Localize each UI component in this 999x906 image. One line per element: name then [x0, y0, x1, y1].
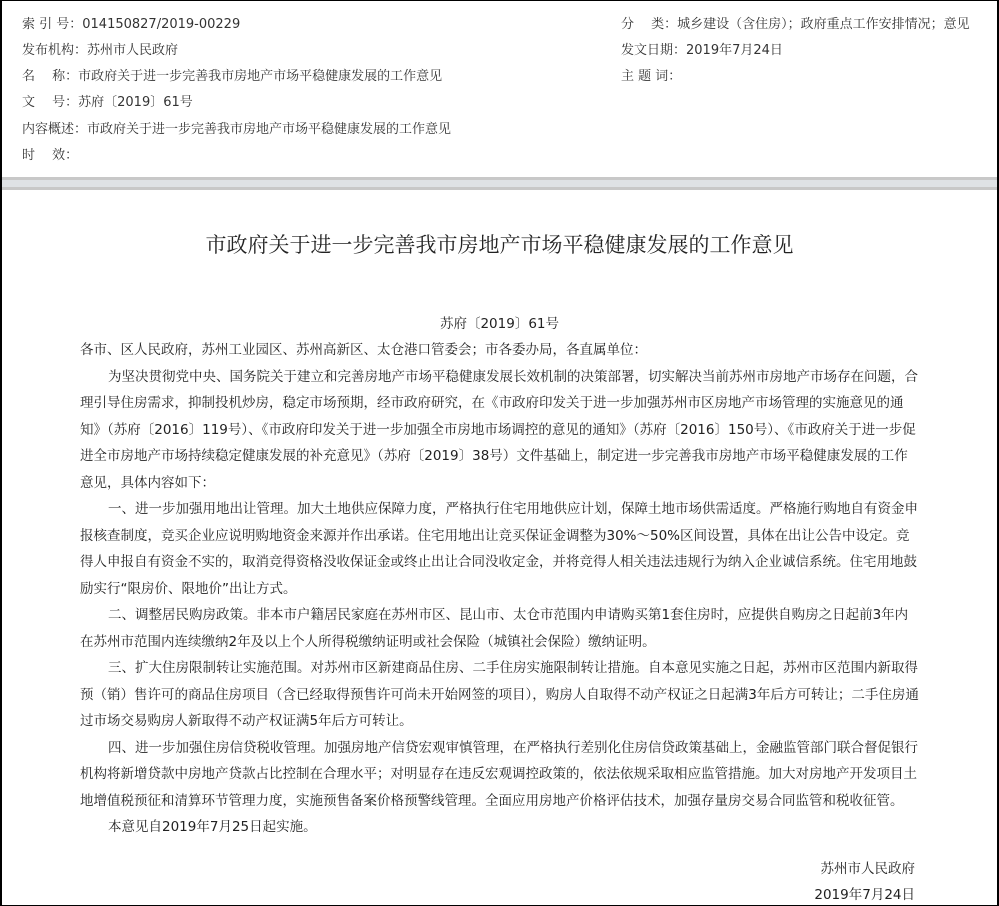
document-body	[80, 337, 920, 841]
meta-label: 时 效：	[22, 148, 79, 163]
meta-issuer	[22, 43, 178, 59]
meta-label: 名 称：	[22, 69, 79, 84]
meta-label: 内容概述：	[22, 122, 88, 137]
paragraph-section-1: 一、进一步加强用地出让管理。加大土地供应保障力度，严格执行住宅用地供应计划，保障土地市场供需适度。严格施行购地自有资金申报核查制度，竞买企业应说明购地资金来源并作出承诺。住宅用地出让竞买保证金调整为30%～50%区间设置，具体在出让公告中设定。竞得人申报自有资金不实的，取消竞得资格没收保证金或终止出让合同没收定金，并将竞得人相关违法违规行为纳入企业诚信系统。住宅用地鼓励实行“限房价、限地价”出让方式。	[80, 501, 918, 597]
metadata-panel	[0, 0, 999, 177]
meta-value: 2019年7月24日	[686, 43, 783, 58]
meta-value: 市政府关于进一步完善我市房地产市场平稳健康发展的工作意见	[78, 69, 443, 84]
meta-summary	[22, 122, 451, 138]
paragraph-effective-date: 本意见自2019年7月25日起实施。	[108, 819, 317, 835]
meta-keywords	[621, 69, 681, 85]
meta-category	[621, 17, 970, 33]
meta-validity	[22, 148, 78, 164]
meta-value: 苏州市人民政府	[87, 43, 179, 58]
divider-band	[2, 177, 997, 190]
paragraph-section-2: 二、调整居民购房政策。非本市户籍居民家庭在苏州市区、昆山市、太仓市范围内申请购买第1套住房时，应提供自购房之日起前3年内在苏州市范围内连续缴纳2年及以上个人所得税缴纳证明或社会保险（城镇社会保险）缴纳证明。	[80, 607, 909, 650]
signature-issuer: 苏州市人民政府	[820, 861, 915, 877]
meta-value: 014150827/2019-00229	[82, 17, 241, 32]
meta-publish-date	[621, 43, 783, 59]
meta-label: 主 题 词：	[621, 69, 682, 84]
meta-value: 城乡建设（含住房）；政府重点工作安排情况；意见	[677, 17, 970, 32]
document-title: 市政府关于进一步完善我市房地产市场平稳健康发展的工作意见	[205, 233, 794, 257]
meta-label: 分 类：	[621, 17, 678, 32]
meta-label: 发文日期：	[621, 43, 687, 58]
meta-name	[22, 69, 442, 85]
paragraph-section-3: 三、扩大住房限制转让实施范围。对苏州市区新建商品住房、二手住房实施限制转让措施。自本意见实施之日起，苏州市区范围内新取得预（销）售许可的商品住房项目（含已经取得预售许可尚未开始网签的项目），购房人自取得不动产权证之日起满3年后方可转让；二手住房通过市场交易购房人新取得不动产权证满5年后方可转让。	[80, 660, 919, 729]
addressee: 各市、区人民政府，苏州工业园区、苏州高新区、太仓港口管委会；市各委办局，各直属单位：	[80, 342, 647, 358]
signature-date: 2019年7月24日	[814, 887, 915, 903]
meta-label: 发布机构：	[22, 43, 88, 58]
paragraph-preamble: 为坚决贯彻党中央、国务院关于建立和完善房地产市场平稳健康发展长效机制的决策部署，切实解决当前苏州市房地产市场存在问题，合理引导住房需求，抑制投机炒房，稳定市场预期，经市政府研究，在《市政府印发关于进一步加强苏州市区房地产市场管理的实施意见的通知》（苏府〔2016〕119号）、《市政府印发关于进一步加强全市房地市场调控的意见的通知》（苏府〔2016〕150号）、《市政府关于进一步促进全市房地产市场持续稳定健康发展的补充意见》（苏府〔2019〕38号）文件基础上，制定进一步完善我市房地产市场平稳健康发展的工作意见，具体内容如下：	[80, 368, 918, 491]
meta-value: 苏府〔2019〕61号	[78, 95, 193, 110]
meta-index-number	[22, 17, 240, 33]
meta-value: 市政府关于进一步完善我市房地产市场平稳健康发展的工作意见	[87, 122, 452, 137]
paragraph-section-4: 四、进一步加强住房信贷税收管理。加强房地产信贷宏观审慎管理，在严格执行差别化住房信贷政策基础上，金融监管部门联合督促银行机构将新增贷款中房地产贷款占比控制在合理水平；对明显存在违反宏观调控政策的，依法依规采取相应监管措施。加大对房地产开发项目土地增值税预征和清算环节管理力度，实施预售备案价格预警线管理。全面应用房地产价格评估技术，加强存量房交易合同监管和税收征管。	[80, 739, 918, 809]
meta-label: 文 号：	[22, 95, 79, 110]
meta-label: 索 引 号：	[22, 17, 83, 32]
document-number: 苏府〔2019〕61号	[439, 316, 560, 332]
meta-doc-number	[22, 95, 193, 111]
